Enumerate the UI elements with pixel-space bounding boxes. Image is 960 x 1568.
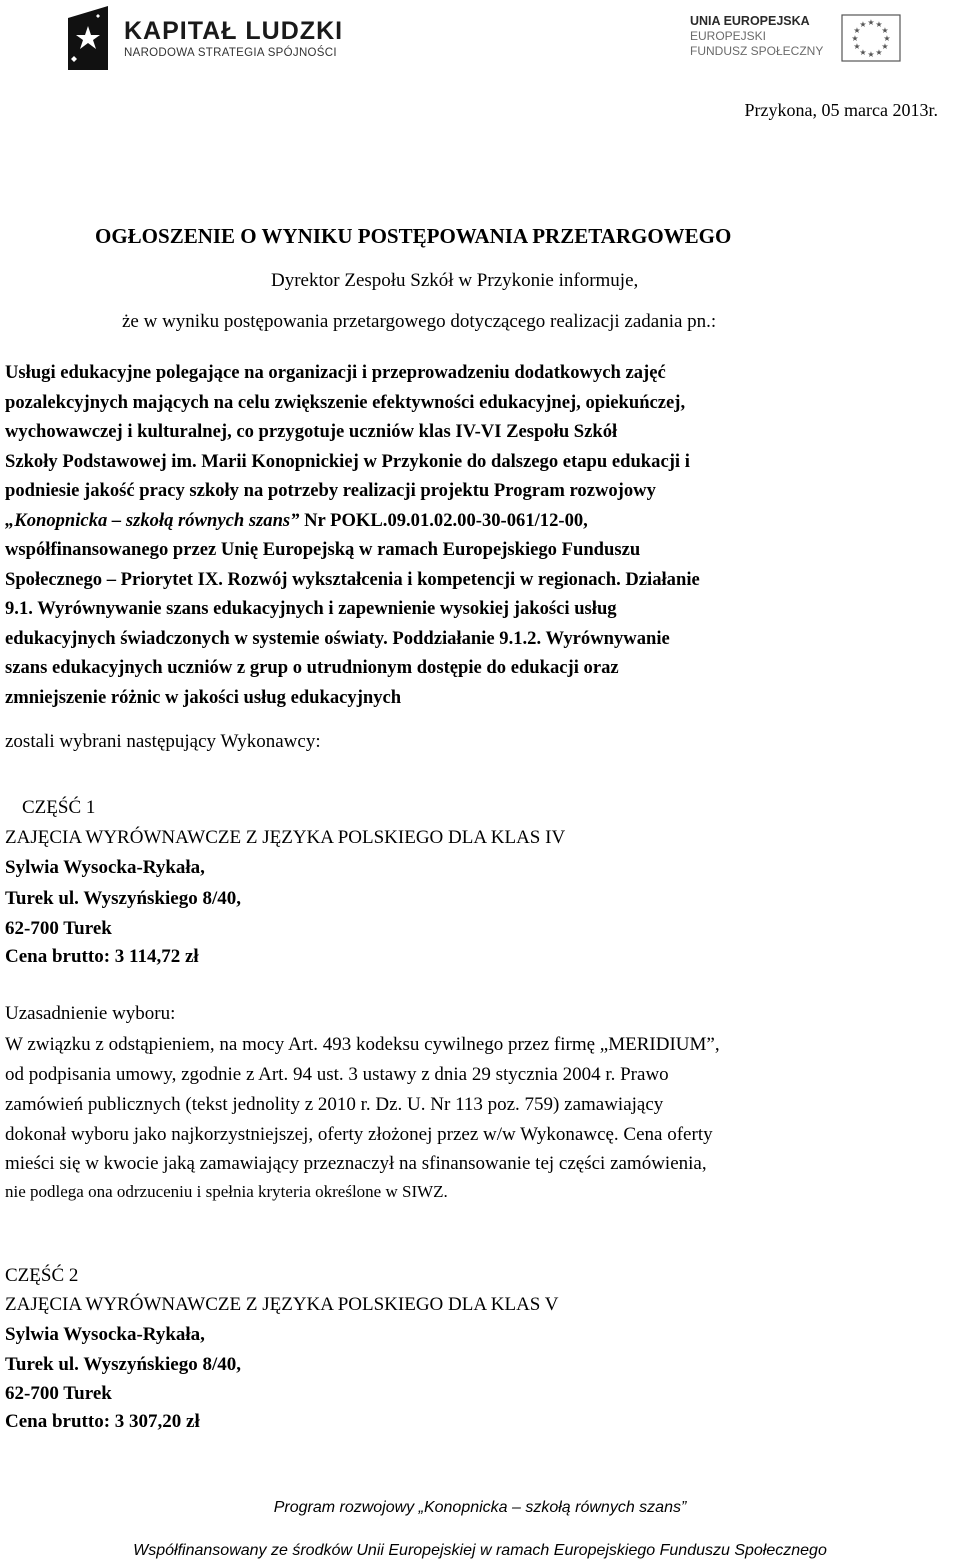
kapital-ludzki-emblem-icon — [68, 6, 108, 70]
subject-line: współfinansowanego przez Unię Europejską w ramach Europejskiego Funduszu — [5, 539, 641, 560]
eu-flag-stars-icon — [841, 14, 901, 62]
svg-text:★: ★ — [859, 48, 867, 57]
subject-line: Usługi edukacyjne polegające na organizacji i przeprowadzeniu dodatkowych zajęć — [5, 362, 666, 383]
part1-justification-label: Uzasadnienie wyboru: — [5, 1003, 176, 1024]
subject-line: szans edukacyjnych uczniów z grup o utrudnionym dostępie do edukacji oraz — [5, 657, 619, 678]
footer-program: Program rozwojowy „Konopnicka – szkołą równych szans” — [273, 1499, 687, 1516]
subject-line: podniesie jakość pracy szkoły na potrzeby realizacji projektu Program rozwojowy — [5, 480, 656, 501]
project-line — [5, 506, 955, 536]
announcement-title: OGŁOSZENIE O WYNIKU POSTĘPOWANIA PRZETARGOWEGO — [95, 224, 732, 248]
part2-city: 62-700 Turek — [5, 1383, 112, 1404]
svg-text:★: ★ — [875, 20, 883, 29]
project-number: Nr POKL.09.01.02.00-30-061/12-00, — [299, 509, 588, 531]
subject-line: edukacyjnych świadczonych w systemie oświaty. Poddziałanie 9.1.2. Wyrównywanie — [5, 627, 670, 649]
part2-subject: ZAJĘCIA WYRÓWNAWCZE Z JĘZYKA POLSKIEGO DLA KLAS V — [5, 1294, 559, 1315]
svg-text:★: ★ — [881, 42, 889, 51]
subject-line: Szkoły Podstawowej im. Marii Konopnickiej w Przykonie do dalszego etapu edukacji i — [5, 450, 690, 472]
part2-street: Turek ul. Wyszyńskiego 8/40, — [5, 1354, 241, 1375]
part1-price: Cena brutto: 3 114,72 zł — [5, 946, 199, 967]
subject-line: pozalekcyjnych mających na celu zwiększenie efektywności edukacyjnej, opiekuńczej, — [5, 391, 686, 413]
justification-line: mieści się w kwocie jaką zamawiający przeznaczył na sfinansowanie tej części zamówienia, — [5, 1153, 707, 1174]
part2-price: Cena brutto: 3 307,20 zł — [5, 1411, 200, 1432]
subject-line: wychowawczej i kulturalnej, co przygotuje uczniów klas IV-VI Zespołu Szkół — [5, 421, 618, 442]
project-name: „Konopnicka – szkołą równych szans” — [5, 509, 300, 531]
part1-city: 62-700 Turek — [5, 918, 112, 939]
eu-logo-line2: EUROPEJSKI — [690, 29, 767, 43]
justification-line: W związku z odstąpieniem, na mocy Art. 493 kodeksu cywilnego przez firmę „MERIDIUM”, — [5, 1034, 720, 1055]
subject-paragraph — [5, 358, 955, 712]
svg-text:★: ★ — [851, 34, 859, 43]
svg-text:★: ★ — [867, 18, 875, 27]
subject-line: Społecznego – Priorytet IX. Rozwój wykształcenia i kompetencji w regionach. Działanie — [5, 568, 700, 590]
kapital-ludzki-logo — [68, 4, 343, 72]
part1-heading: CZĘŚĆ 1 — [22, 797, 96, 818]
eu-logo-line1: UNIA EUROPEJSKA — [690, 14, 810, 28]
part2-heading: CZĘŚĆ 2 — [5, 1265, 79, 1286]
svg-text:★: ★ — [867, 50, 875, 59]
announcement-line2: że w wyniku postępowania przetargowego dotyczącego realizacji zadania pn.: — [122, 311, 717, 332]
eu-logo-line3: FUNDUSZ SPOŁECZNY — [690, 44, 824, 58]
svg-text:★: ★ — [853, 26, 861, 35]
justification-line: dokonał wyboru jako najkorzystniejszej, oferty złożonej przez w/w Wykonawcę. Cena oferty — [5, 1124, 713, 1145]
subject-line: zmniejszenie różnic w jakości usług edukacyjnych — [5, 686, 402, 708]
document-date: Przykona, 05 marca 2013r. — [744, 100, 938, 120]
kapital-ludzki-title: KAPITAŁ LUDZKI — [124, 17, 344, 45]
justification-line: od podpisania umowy, zgodnie z Art. 94 ust. 3 ustawy z dnia 29 stycznia 2004 r. Prawo — [5, 1064, 669, 1085]
svg-text:★: ★ — [859, 20, 867, 29]
svg-text:★: ★ — [881, 26, 889, 35]
part1-contractor: Sylwia Wysocka-Rykała, — [5, 857, 205, 878]
part1-street: Turek ul. Wyszyńskiego 8/40, — [5, 888, 241, 909]
selected-label: zostali wybrani następujący Wykonawcy: — [5, 731, 321, 752]
part1-subject: ZAJĘCIA WYRÓWNAWCZE Z JĘZYKA POLSKIEGO DLA KLAS IV — [5, 827, 566, 848]
part2-contractor: Sylwia Wysocka-Rykała, — [5, 1324, 205, 1345]
footer-cofinancing: Współfinansowany ze środków Unii Europejskiej w ramach Europejskiego Funduszu Społecznego — [133, 1542, 827, 1559]
justification-line: nie podlega ona odrzuceniu i spełnia kryteria określone w SIWZ. — [5, 1182, 448, 1201]
svg-text:★: ★ — [875, 48, 883, 57]
eu-logo — [690, 14, 901, 62]
svg-text:★: ★ — [883, 34, 891, 43]
justification-line: zamówień publicznych (tekst jednolity z 2010 r. Dz. U. Nr 113 poz. 759) zamawiający — [5, 1094, 664, 1115]
subject-line: 9.1. Wyrównywanie szans edukacyjnych i zapewnienie wysokiej jakości usług — [5, 598, 617, 619]
kapital-ludzki-subtitle: NARODOWA STRATEGIA SPÓJNOŚCI — [124, 47, 337, 59]
announcement-line1: Dyrektor Zespołu Szkół w Przykonie informuje, — [271, 270, 639, 291]
svg-text:★: ★ — [853, 42, 861, 51]
